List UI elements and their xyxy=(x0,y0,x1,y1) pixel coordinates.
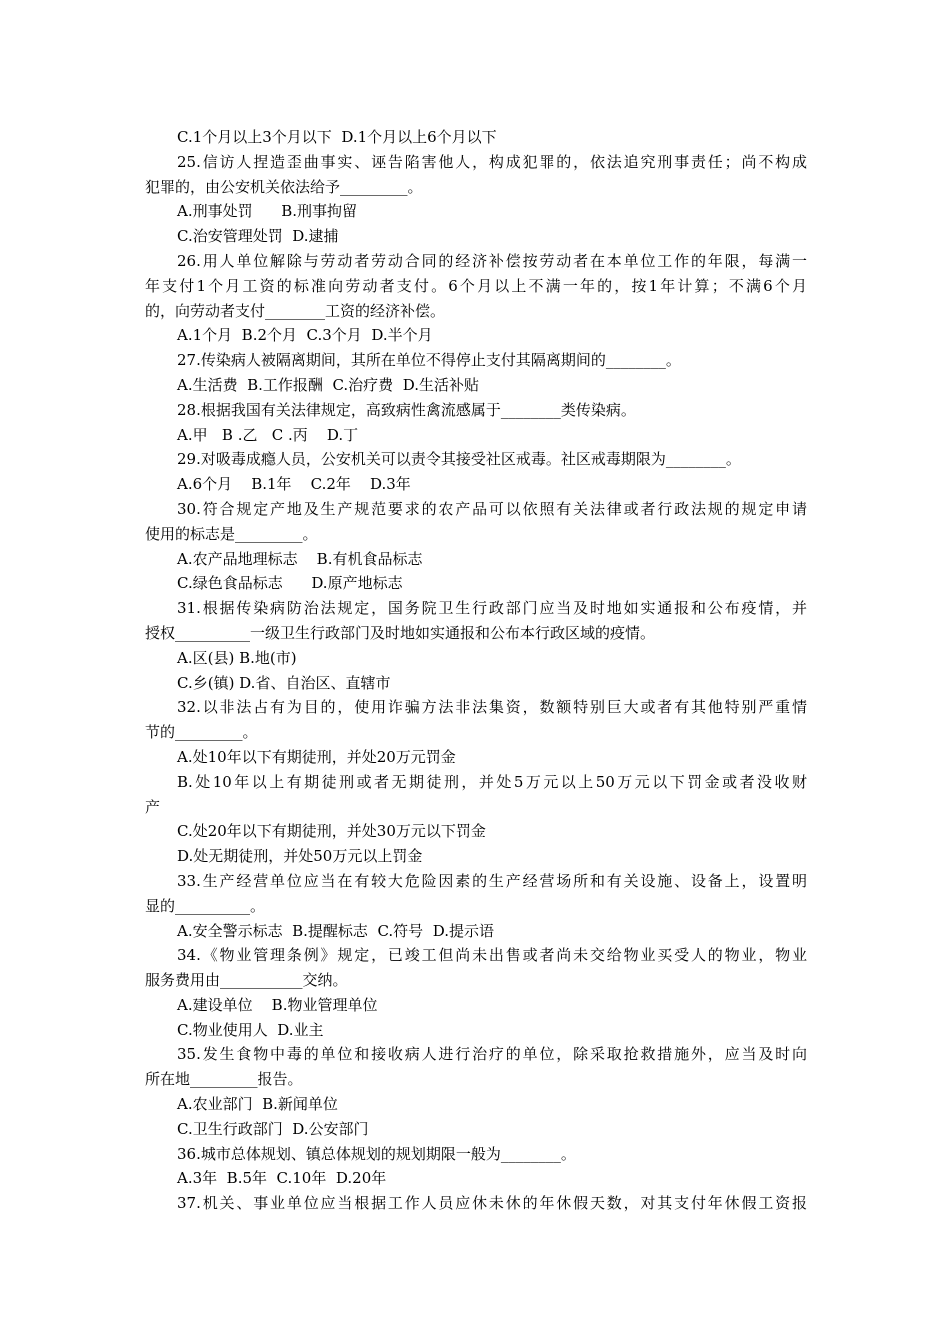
document-page xyxy=(145,125,807,1216)
text-line: A.1个月 B.2个月 C.3个月 D.半个月 xyxy=(177,326,433,345)
text-line: 33.生产经营单位应当在有较大危险因素的生产经营场所和有关设施、设备上，设置明 xyxy=(177,871,807,890)
text-line: 36.城市总体规划、镇总体规划的规划期限一般为________。 xyxy=(177,1144,576,1163)
text-line: 使用的标志是_________。 xyxy=(145,524,318,543)
text-line: 节的_________。 xyxy=(145,723,258,742)
text-line: C.乡(镇) D.省、自治区、直辖市 xyxy=(177,673,391,692)
text-line: C.1个月以上3个月以下 D.1个月以上6个月以下 xyxy=(177,128,497,146)
text-line: 犯罪的，由公安机关依法给予_________。 xyxy=(145,177,423,196)
text-line: A.农产品地理标志 B.有机食品标志 xyxy=(177,549,423,568)
text-line: A.建设单位 B.物业管理单位 xyxy=(177,995,378,1014)
text-line: 的，向劳动者支付________工资的经济补偿。 xyxy=(145,301,446,320)
text-line: A.安全警示标志 B.提醒标志 C.符号 D.提示语 xyxy=(177,921,494,940)
text-line: A.区(县) B.地(市) xyxy=(177,648,297,667)
text-line: C.处20年以下有期徒刑，并处30万元以下罚金 xyxy=(177,822,486,841)
text-line: D.处无期徒刑，并处50万元以上罚金 xyxy=(177,847,423,866)
text-line: B.处10年以上有期徒刑或者无期徒刑，并处5万元以上50万元以下罚金或者没收财 xyxy=(177,772,807,791)
text-line: A.生活费 B.工作报酬 C.治疗费 D.生活补贴 xyxy=(177,375,479,394)
text-line: A.农业部门 B.新闻单位 xyxy=(177,1095,338,1114)
text-line: 29.对吸毒成瘾人员，公安机关可以责令其接受社区戒毒。社区戒毒期限为________。 xyxy=(177,450,741,469)
text-line: 产 xyxy=(145,797,161,816)
text-line: 显的__________。 xyxy=(145,896,266,915)
text-line: 28.根据我国有关法律规定，高致病性禽流感属于________类传染病。 xyxy=(177,400,636,419)
text-line: C.绿色食品标志 D.原产地标志 xyxy=(177,574,403,593)
text-line: 31.根据传染病防治法规定，国务院卫生行政部门应当及时地如实通报和公布疫情，并 xyxy=(177,599,807,618)
text-line: C.卫生行政部门 D.公安部门 xyxy=(177,1119,369,1138)
text-line: 30.符合规定产地及生产规范要求的农产品可以依照有关法律或者行政法规的规定申请 xyxy=(177,499,807,518)
text-line: 34.《物业管理条例》规定，已竣工但尚未出售或者尚未交给物业买受人的物业，物业 xyxy=(177,946,807,965)
text-line: 年支付1个月工资的标准向劳动者支付。6个月以上不满一年的，按1年计算；不满6个月 xyxy=(145,276,807,295)
text-line: A.处10年以下有期徒刑，并处20万元罚金 xyxy=(177,747,456,766)
text-line: A.6个月 B.1年 C.2年 D.3年 xyxy=(177,475,411,494)
text-line: A.甲 B .乙 C .丙 D.丁 xyxy=(177,425,359,444)
text-line: 服务费用由___________交纳。 xyxy=(145,971,348,990)
text-line: 26.用人单位解除与劳动者劳动合同的经济补偿按劳动者在本单位工作的年限，每满一 xyxy=(177,251,807,270)
text-line: 35.发生食物中毒的单位和接收病人进行治疗的单位，除采取抢救措施外，应当及时向 xyxy=(177,1045,807,1064)
text-line: C.物业使用人 D.业主 xyxy=(177,1020,324,1039)
text-line: 所在地_________报告。 xyxy=(145,1070,303,1089)
text-line: A.刑事处罚 B.刑事拘留 xyxy=(177,202,358,221)
text-line: C.治安管理处罚 D.逮捕 xyxy=(177,227,339,246)
text-line: A.3年 B.5年 C.10年 D.20年 xyxy=(177,1169,387,1188)
text-line: 27.传染病人被隔离期间，其所在单位不得停止支付其隔离期间的________。 xyxy=(177,351,681,370)
text-line: 37.机关、事业单位应当根据工作人员应休未休的年休假天数，对其支付年休假工资报 xyxy=(177,1194,807,1213)
text-line: 25.信访人捏造歪曲事实、诬告陷害他人，构成犯罪的，依法追究刑事责任；尚不构成 xyxy=(177,152,807,171)
text-line: 32.以非法占有为目的，使用诈骗方法非法集资，数额特别巨大或者有其他特别严重情 xyxy=(177,698,807,717)
text-line: 授权__________一级卫生行政部门及时地如实通报和公布本行政区域的疫情。 xyxy=(145,623,656,642)
